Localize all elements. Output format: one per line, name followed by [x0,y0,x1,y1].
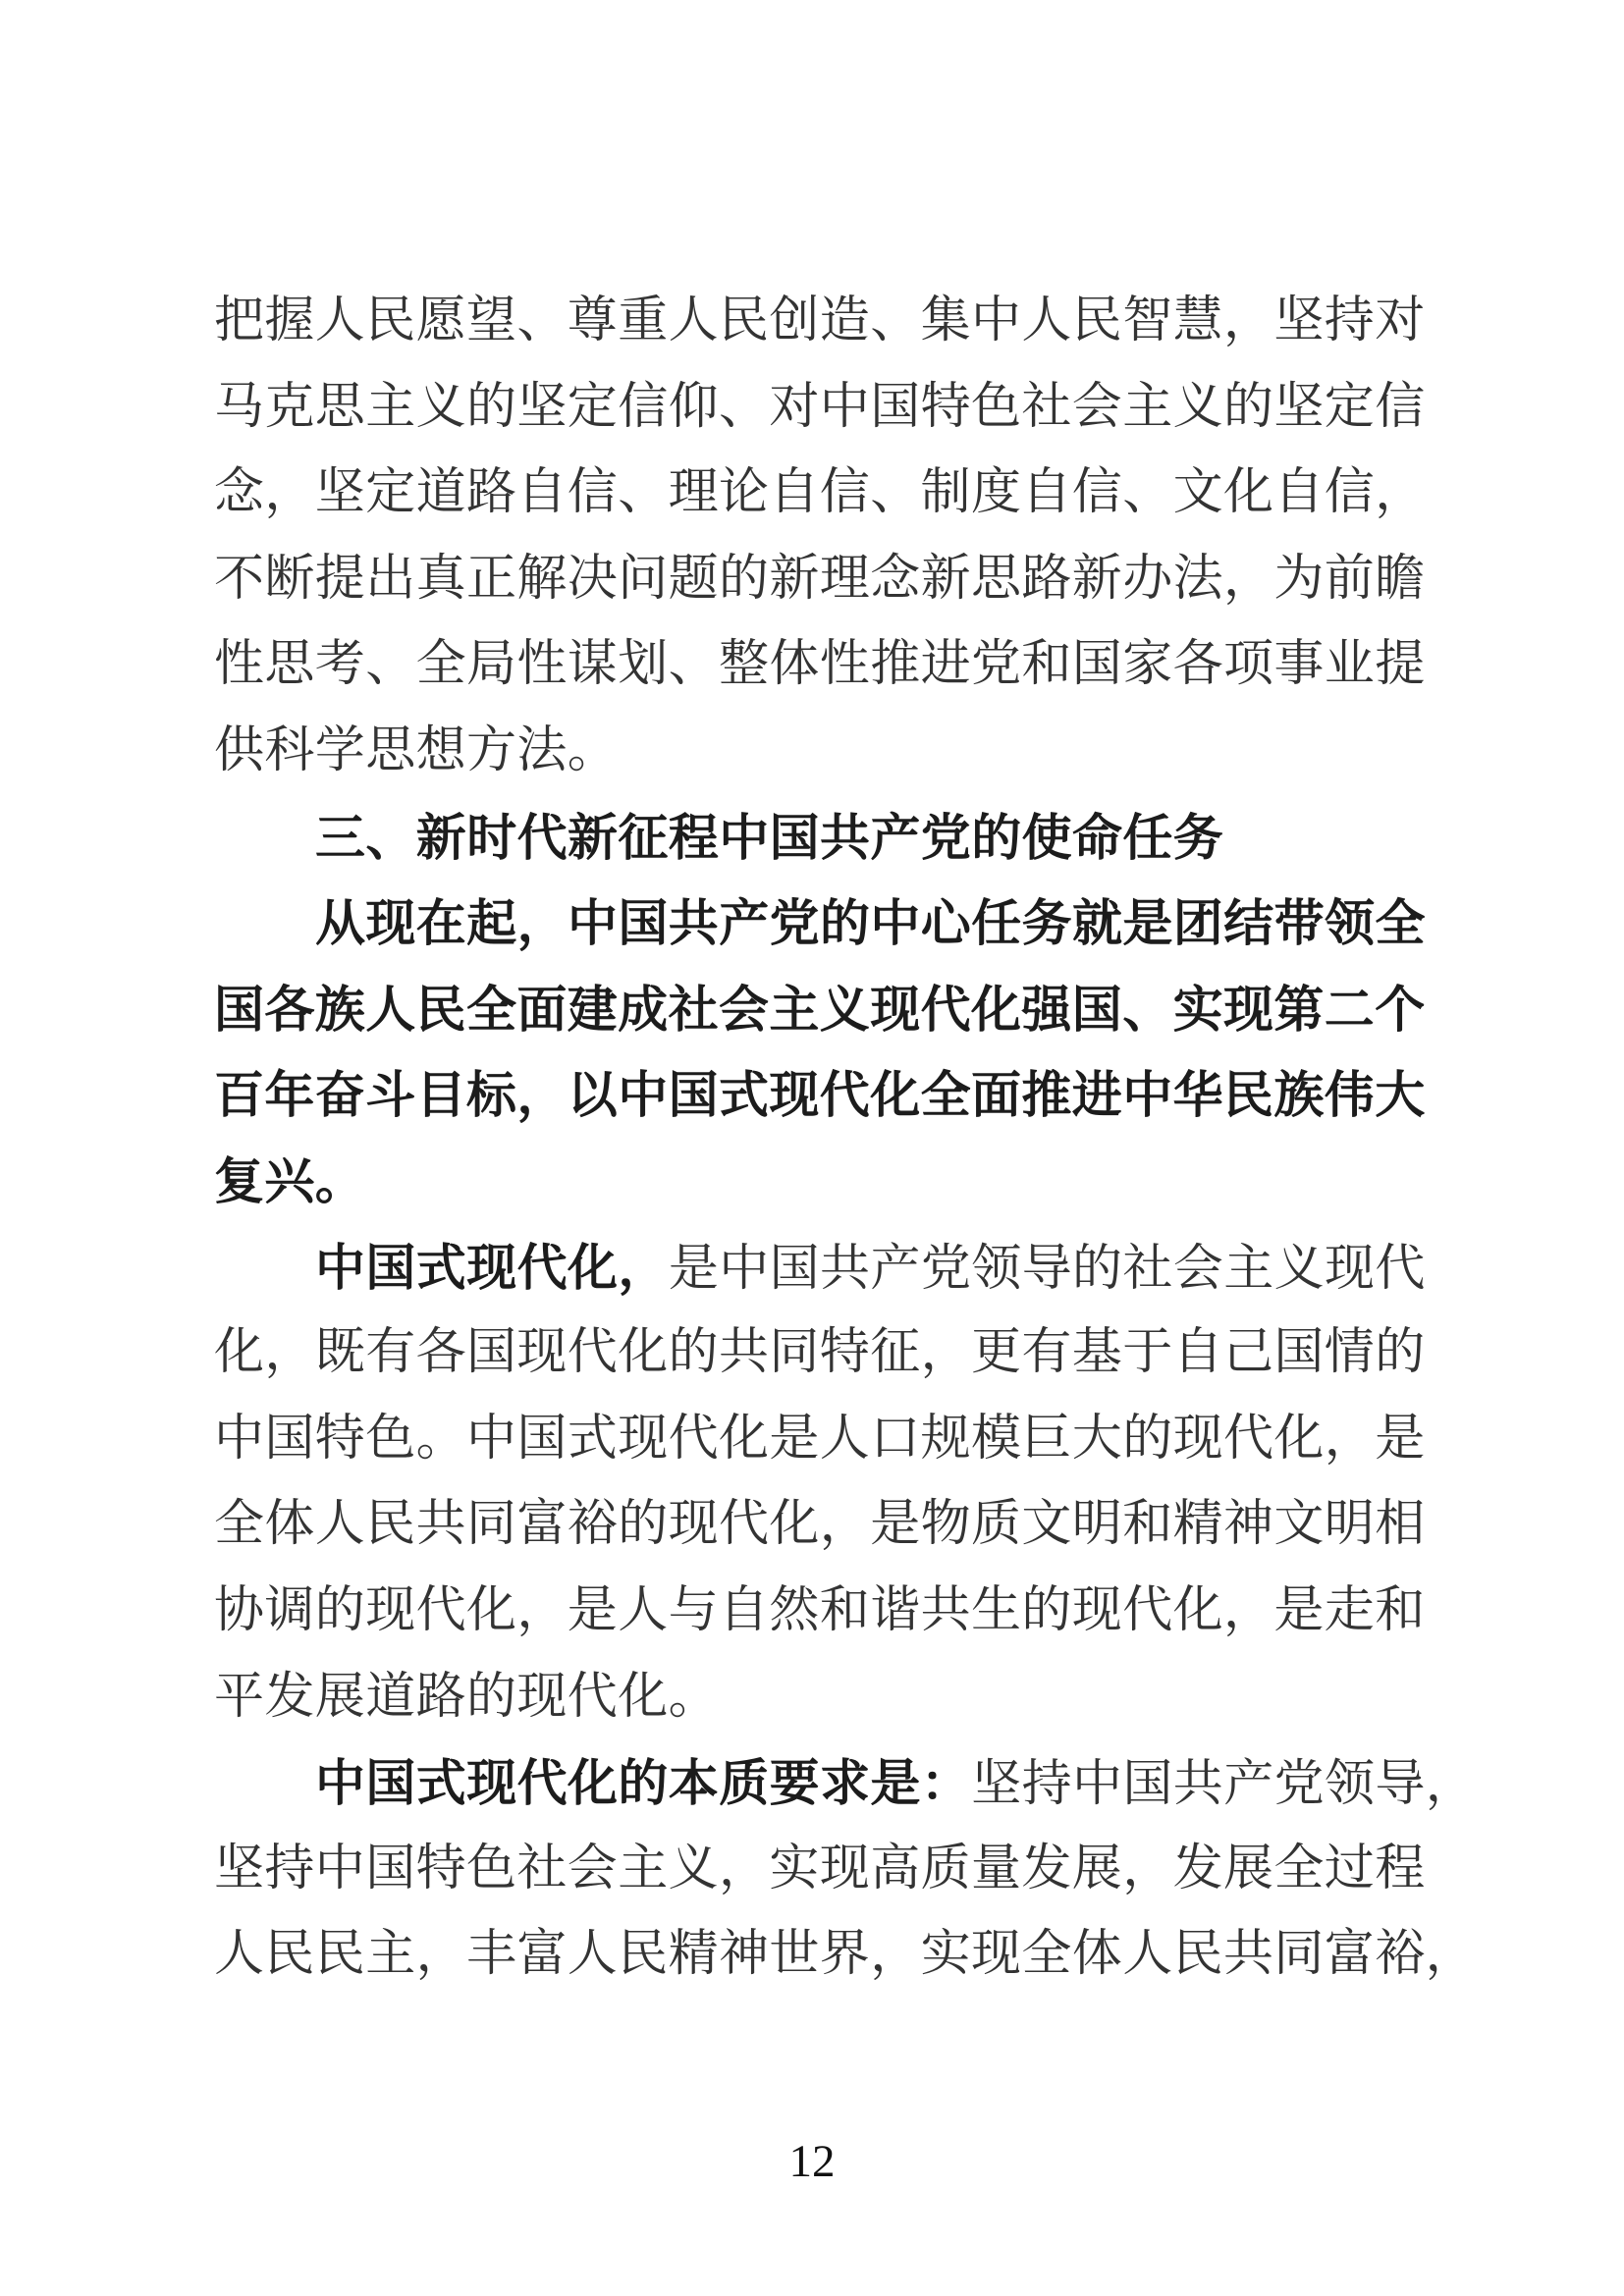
text-segment: 中国特色。中国式现代化是人口规模巨大的现代化，是 [214,1411,1426,1467]
text-segment: 是中国共产党领导的社会主义现代 [668,1241,1426,1297]
text-line [214,1225,1428,1311]
bold-text-segment: 从现在起，中国共产党的中心任务就是团结带领全 [315,895,1426,952]
text-segment: 把握人民愿望、尊重人民创造、集中人民智慧，坚持对 [214,294,1426,348]
text-line [214,1482,1428,1569]
bold-text-segment: 中国式现代化， [315,1239,669,1296]
text-segment: 供科学思想方法。 [214,722,619,778]
text-line [214,365,1428,452]
text-segment: 马克思主义的坚定信仰、对中国特色社会主义的坚定信 [214,379,1426,435]
page-number: 12 [788,2136,836,2187]
text-line [214,1397,1428,1483]
text-line [214,279,1428,365]
text-segment: 坚持中国特色社会主义，实现高质量发展，发展全过程 [214,1841,1426,1896]
text-line [214,881,1428,967]
text-line [214,967,1428,1053]
text-line [214,1912,1477,1999]
text-line [214,1827,1428,1913]
text-line [214,795,1428,881]
text-line [214,709,1428,795]
text-line [214,1139,1428,1225]
text-segment: 全体人民共同富裕的现代化，是物质文明和精神文明相 [214,1497,1426,1553]
bold-text-segment: 百年奋斗目标，以中国式现代化全面推进中华民族伟大 [214,1067,1426,1124]
text-block [214,279,1477,1999]
text-segment: 坚持中国共产党领导， [971,1757,1477,1813]
text-segment: 化，既有各国现代化的共同特征，更有基于自己国情的 [214,1325,1426,1381]
text-line [214,1052,1428,1139]
text-line [214,1569,1428,1655]
bold-text-segment: 国各族人民全面建成社会主义现代化强国、实现第二个 [214,981,1426,1038]
bold-text-segment: 三、新时代新征程中国共产党的使命任务 [315,809,1224,866]
text-segment: 平发展道路的现代化。 [214,1669,720,1725]
text-segment: 人民民主，丰富人民精神世界，实现全体人民共同富裕， [214,1927,1477,1983]
bold-text-segment: 中国式现代化的本质要求是： [315,1755,972,1812]
text-line [214,1655,1428,1741]
text-line [214,537,1428,623]
text-segment: 不断提出真正解决问题的新理念新思路新办法，为前瞻 [214,551,1426,607]
text-segment: 协调的现代化，是人与自然和谐共生的现代化，是走和 [214,1582,1426,1638]
bold-text-segment: 复兴。 [214,1152,366,1209]
text-segment: 念，坚定道路自信、理论自信、制度自信、文化自信， [214,465,1426,521]
text-line [214,451,1428,537]
text-segment: 性思考、全局性谋划、整体性推进党和国家各项事业提 [214,637,1426,693]
text-line [214,1310,1428,1397]
text-line [214,1740,1477,1827]
text-line [214,622,1428,709]
